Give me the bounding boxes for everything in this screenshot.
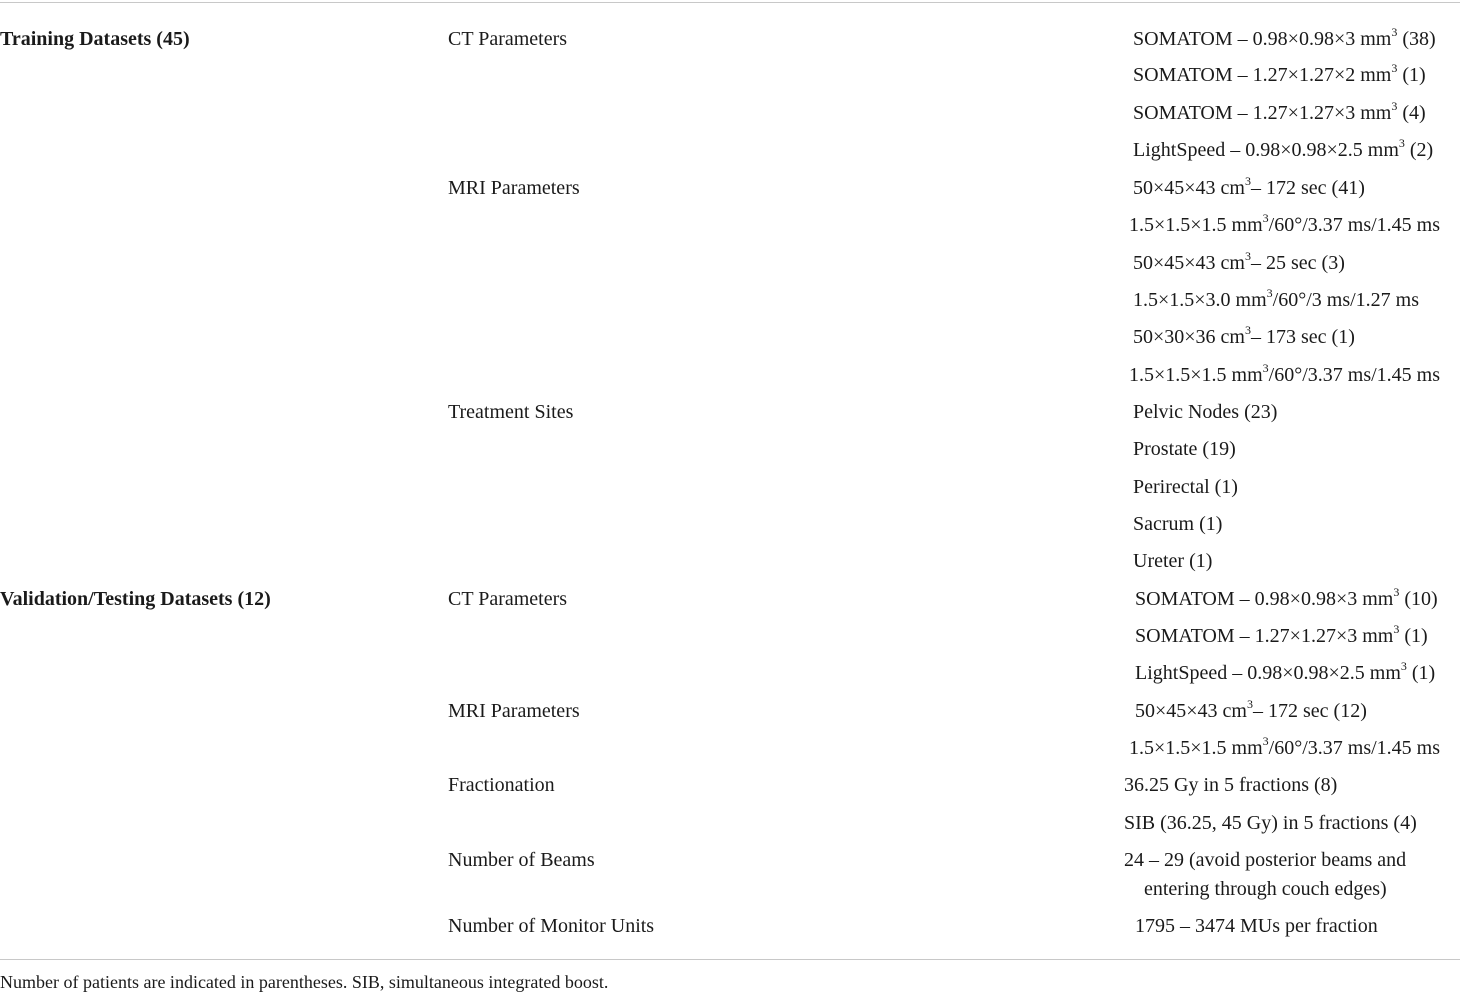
value-cell: SIB (36.25, 45 Gy) in 5 fractions (4): [1124, 812, 1417, 834]
value-cell: SOMATOM – 0.98×0.98×3 $mm^3$ (38): [1133, 25, 1436, 50]
value-cell: 1.5×1.5×1.5 $mm^3/60^\circ/3.37$ ms/1.45 ms: [1129, 734, 1441, 759]
value-cell: SOMATOM – 1.27×1.27×3 $mm^3$ (1): [1135, 622, 1428, 647]
value-cell: 1.5×1.5×3.0 $mm^3/60^\circ/3$ ms/1.27 ms: [1133, 286, 1420, 311]
category-mri-parameters: MRI Parameters: [448, 700, 580, 722]
value-cell: 1.5×1.5×1.5 $mm^3/60^\circ/3.37$ ms/1.45 ms: [1129, 361, 1441, 386]
category-ct-parameters: CT Parameters: [448, 588, 568, 610]
category-ct-parameters: CT Parameters: [448, 28, 568, 50]
table-top-rule: [0, 2, 1460, 3]
value-cell: entering through couch edges): [1144, 878, 1387, 900]
value-cell: Pelvic Nodes (23): [1133, 401, 1278, 423]
category-mri-parameters: MRI Parameters: [448, 177, 580, 199]
value-cell: Perirectal (1): [1133, 476, 1238, 498]
value-cell: 36.25 Gy in 5 fractions (8): [1124, 774, 1338, 796]
value-cell: 50×45×43 $cm^3-$ 172 sec (41): [1133, 174, 1365, 199]
value-cell: SOMATOM – 1.27×1.27×2 $mm^3$ (1): [1133, 61, 1426, 86]
value-cell: 1.5×1.5×1.5 $mm^3/60^\circ/3.37$ ms/1.45 ms: [1129, 211, 1441, 236]
group-validation: Validation/Testing Datasets (12): [0, 588, 271, 610]
table-bottom-rule: [0, 959, 1460, 960]
value-cell: 24 – 29 (avoid posterior beams and: [1124, 849, 1407, 871]
value-cell: Ureter (1): [1133, 550, 1213, 572]
value-cell: 50×45×43 $cm^3-$ 25 sec (3): [1133, 249, 1345, 274]
value-cell: SOMATOM – 1.27×1.27×3 $mm^3$ (4): [1133, 99, 1426, 124]
value-cell: SOMATOM – 0.98×0.98×3 $mm^3$ (10): [1135, 585, 1438, 610]
category-fractionation: Fractionation: [448, 774, 555, 796]
group-training: Training Datasets (45): [0, 28, 190, 50]
value-cell: 50×30×36 $cm^3-$ 173 sec (1): [1133, 323, 1355, 348]
value-cell: Sacrum (1): [1133, 513, 1223, 535]
value-cell: LightSpeed – 0.98×0.98×2.5 $mm^3$ (1): [1135, 659, 1436, 684]
value-cell: 1795 – 3474 MUs per fraction: [1135, 915, 1378, 937]
category-treatment-sites: Treatment Sites: [448, 401, 574, 423]
category-number-of-beams: Number of Beams: [448, 849, 595, 871]
value-cell: 50×45×43 $cm^3-$ 172 sec (12): [1135, 697, 1367, 722]
value-cell: LightSpeed – 0.98×0.98×2.5 $mm^3$ (2): [1133, 136, 1434, 161]
value-cell: Prostate (19): [1133, 438, 1236, 460]
table-footnote: Number of patients are indicated in parentheses. SIB, simultaneous integrated boost.: [0, 972, 609, 992]
category-monitor-units: Number of Monitor Units: [448, 915, 655, 937]
